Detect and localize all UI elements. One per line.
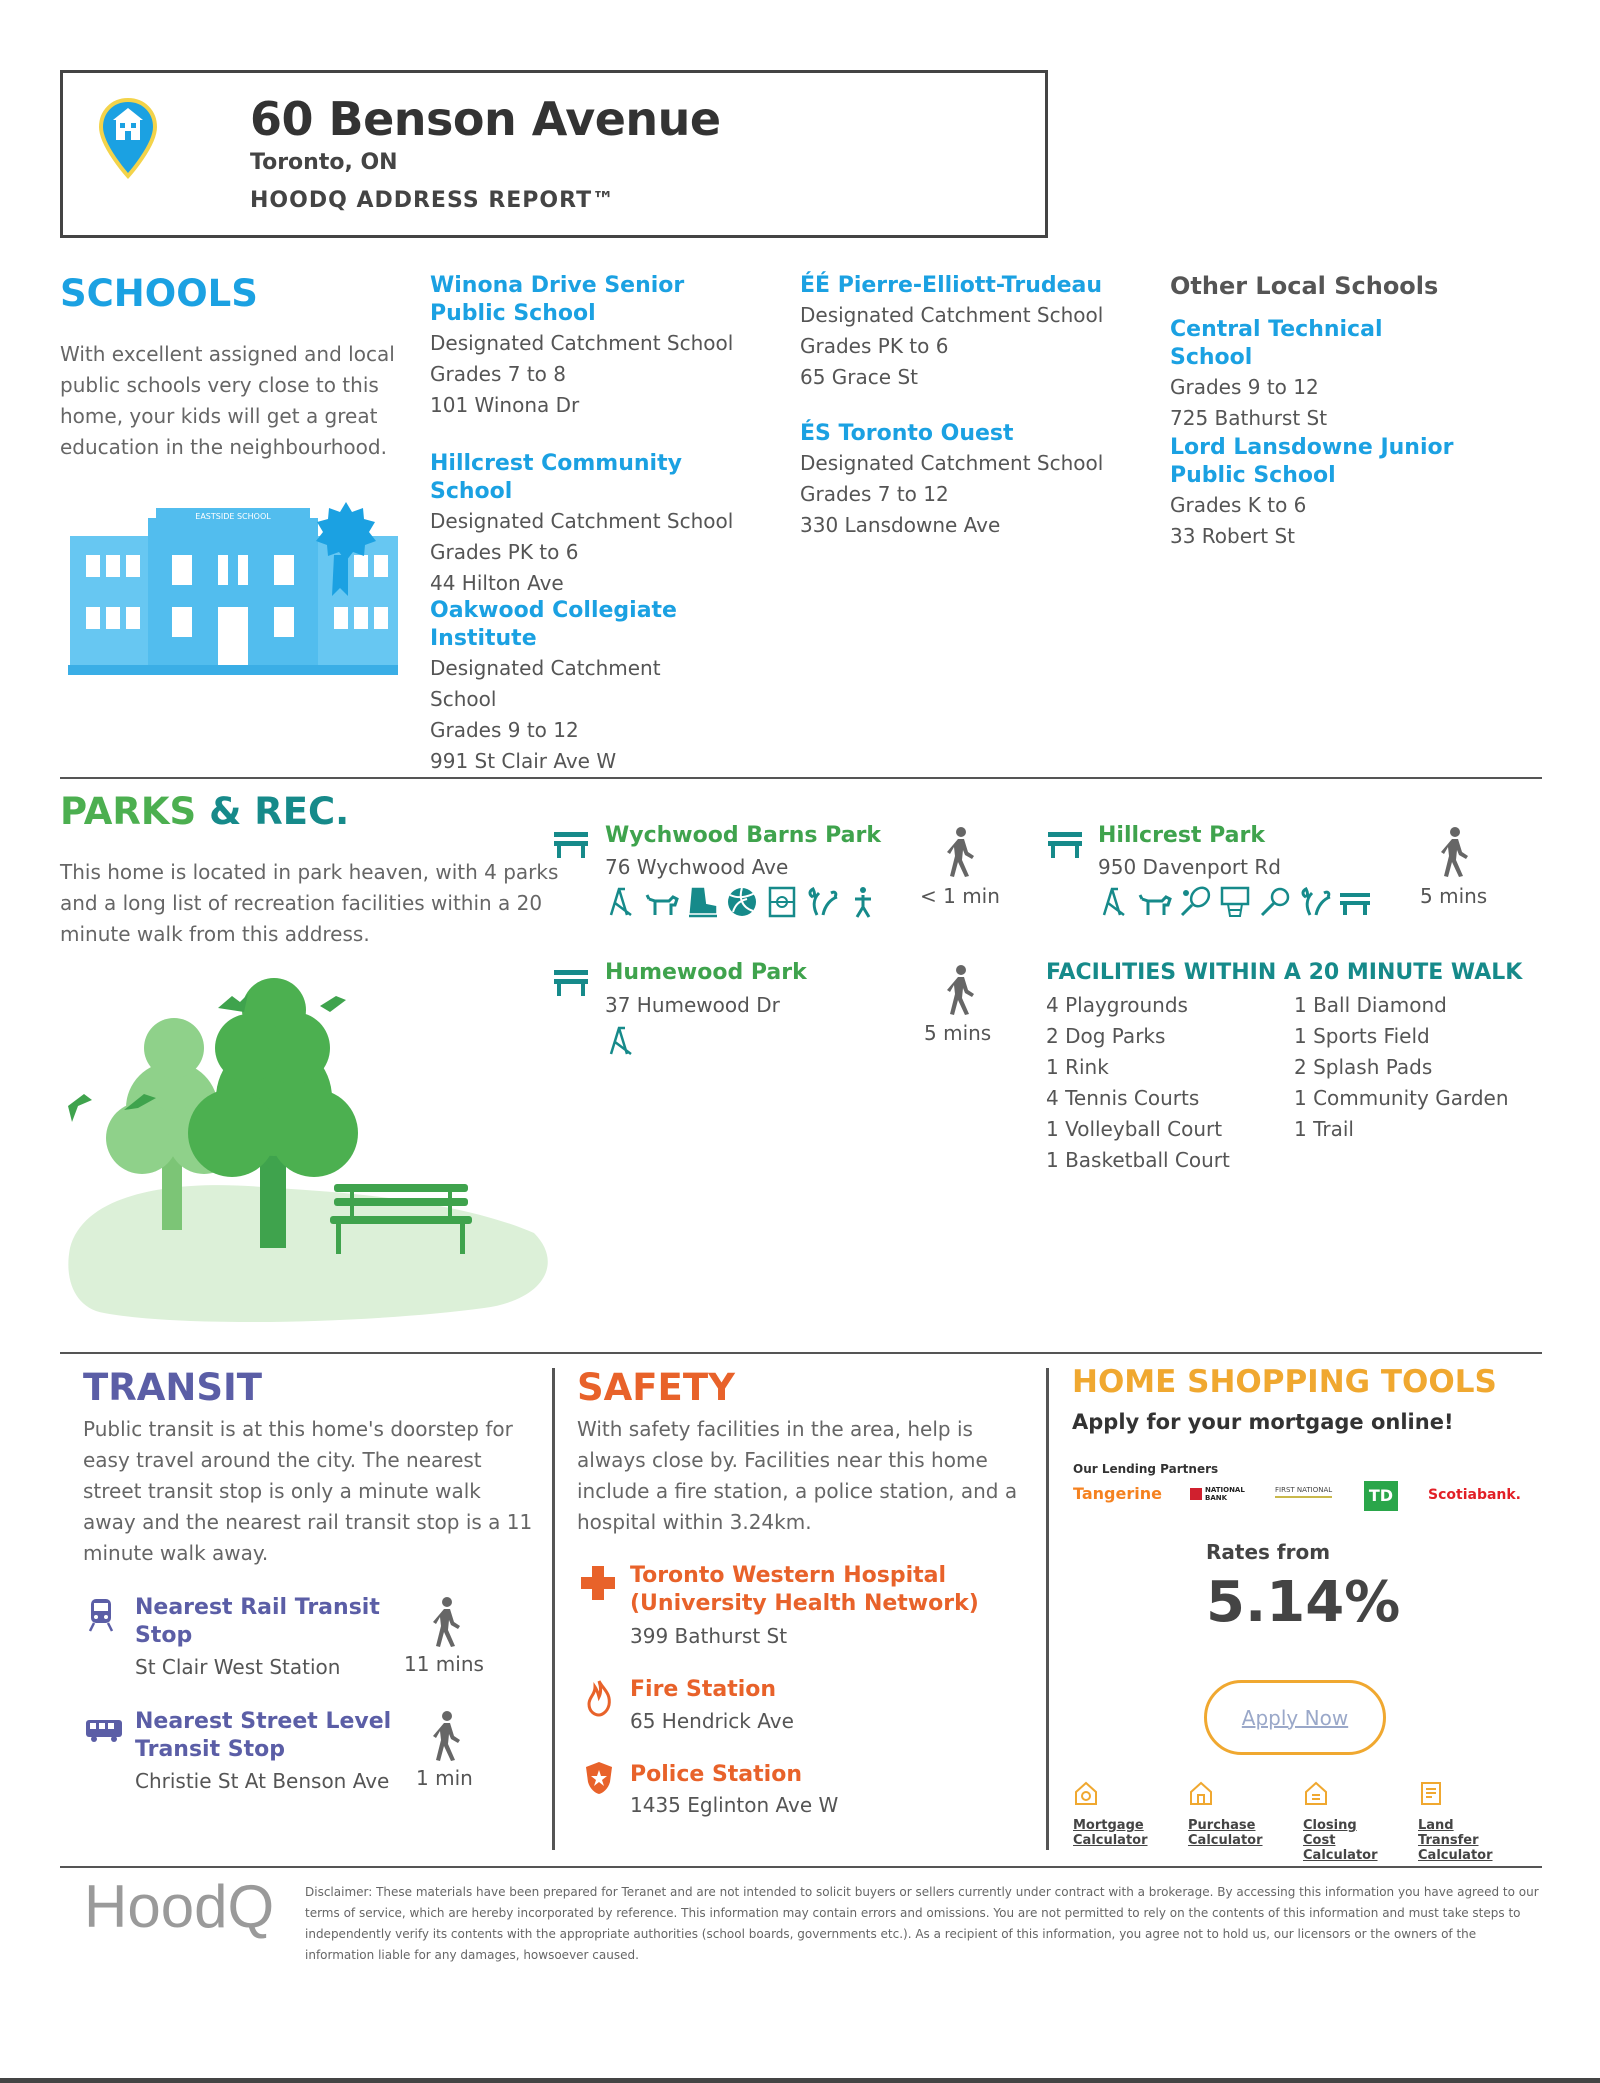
transit-description: Public transit is at this home's doorstep for easy travel around the city. The nearest street transit stop is only a minute walk away and the nearest rail transit stop is a 11 minute walk away. [83,1417,533,1565]
ball-diamond-icon [1258,885,1292,919]
park-walk-time: 5 mins [1420,884,1488,908]
partner-tangerine-logo[interactable]: Tangerine [1073,1484,1162,1503]
facility-item: 2 Dog Parks [1046,1024,1166,1048]
rate-value: 5.14% [1206,1570,1401,1635]
school-type: Designated Catchment School [430,331,734,355]
train-icon [86,1597,116,1633]
section-divider [60,1866,1542,1868]
park-bench-icon [1046,828,1084,860]
playground-icon [605,1024,639,1058]
dog-park-icon [1138,885,1172,919]
rates-label: Rates from [1206,1540,1331,1564]
transit-title: TRANSIT [83,1366,262,1409]
land-transfer-calculator-link[interactable] [1418,1780,1518,1863]
purchase-calculator-icon [1188,1780,1214,1806]
calculator-label: Purchase Calculator [1188,1818,1263,1848]
dog-park-icon [645,885,679,919]
fire-station-name[interactable]: Fire Station [630,1677,777,1702]
park-facility-icons [1098,885,1372,919]
schools-title: SCHOOLS [60,272,258,315]
bus-icon [84,1718,124,1744]
school-type: Designated Catchment School [800,303,1104,327]
address-title: 60 Benson Avenue [250,92,721,146]
section-divider [60,777,1542,779]
disclaimer-text: Disclaimer: These materials have been prepared for Teranet and are not intended to solicit buyers or sellers currently under contract with a brokerage. By accessing this information you have agreed to our terms of service, which are hereby incorporated by reference. This information may contain errors and omissions. You are not permitted to rely on the contents of this information and must take steps to independently verify its contents with the appropriate authorities (school boards, governments etc.). As a recipient of this information, you agree not to hold us, our licensors or the owners of the information liable for any damages, howsoever caused. [305,1885,1539,1962]
police-badge-icon [584,1760,614,1796]
street-transit-title: Nearest Street Level Transit Stop [135,1709,392,1762]
school-name[interactable]: Winona Drive Senior Public School [430,273,685,326]
police-station-address: 1435 Eglinton Ave W [630,1793,839,1817]
playground-icon [605,885,639,919]
closing-cost-calculator-link[interactable] [1303,1780,1393,1863]
park-bench-icon [552,828,590,860]
park-name[interactable]: Hillcrest Park [1098,823,1265,848]
school-address: 44 Hilton Ave [430,571,564,595]
school-grades: Grades PK to 6 [430,540,579,564]
safety-title: SAFETY [577,1366,735,1409]
park-facility-icons [605,885,879,919]
safety-description: With safety facilities in the area, help is always close by. Facilities near this home include a fire station, a police station, and a hospital within 3.24km. [577,1417,1018,1534]
school-name[interactable]: Central Technical School [1170,317,1383,370]
park-walk-time: 5 mins [924,1021,992,1045]
closing-cost-calculator-icon [1303,1780,1329,1806]
purchase-calculator-link[interactable] [1188,1780,1263,1848]
location-pin-icon [98,98,158,180]
school-name[interactable]: ÉÉ Pierre-Elliott-Trudeau [800,273,1103,298]
school-address: 330 Lansdowne Ave [800,513,1001,537]
mortgage-calculator-link[interactable] [1073,1780,1148,1848]
other-schools-title: Other Local Schools [1170,272,1439,300]
splash-pad-icon [1298,885,1332,919]
splash-pad-icon [805,885,839,919]
hospital-name[interactable]: Toronto Western Hospital (University Health Network) [630,1563,979,1616]
school-type: Designated Catchment School [800,451,1104,475]
tools-title: HOME SHOPPING TOOLS [1072,1364,1497,1400]
basketball-icon [1218,885,1252,919]
school-grades: Grades 9 to 12 [430,718,579,742]
national-bank-mark-icon [1190,1488,1202,1500]
report-label: HOODQ ADDRESS REPORT™ [250,188,616,213]
park-address: 76 Wychwood Ave [605,855,789,879]
school-grades: Grades K to 6 [1170,493,1307,517]
school-name[interactable]: Oakwood Collegiate Institute [430,598,677,651]
school-grades: Grades PK to 6 [800,334,949,358]
facility-item: 1 Volleyball Court [1046,1117,1223,1141]
walking-person-icon [428,1596,464,1648]
school-grades: Grades 7 to 12 [800,482,949,506]
parks-title [60,790,349,833]
community-garden-icon [845,885,879,919]
schools-description: With excellent assigned and local public schools very close to this home, your kids will get a great education in the neighbourhood. [60,342,395,459]
facility-item: 1 Community Garden [1294,1086,1509,1110]
rink-icon [685,885,719,919]
partner-scotiabank-logo[interactable]: Scotiabank. [1428,1487,1522,1503]
school-name[interactable]: Lord Lansdowne Junior Public School [1170,435,1454,488]
fire-station-address: 65 Hendrick Ave [630,1709,794,1733]
walking-person-icon [428,1710,464,1762]
park-address: 950 Davenport Rd [1098,855,1281,879]
tennis-icon [1178,885,1212,919]
school-name[interactable]: Hillcrest Community School [430,451,682,504]
walking-person-icon [942,826,978,878]
column-divider [552,1368,555,1850]
rail-transit-title: Nearest Rail Transit Stop [135,1595,380,1648]
facilities-title: FACILITIES WITHIN A 20 MINUTE WALK [1046,960,1523,985]
national-bank-label: NATIONAL BANK [1205,1486,1245,1502]
school-type: Designated Catchment School [430,509,734,533]
park-address: 37 Humewood Dr [605,993,780,1017]
park-name[interactable]: Wychwood Barns Park [605,823,882,848]
walking-person-icon [1436,826,1472,878]
address-city: Toronto, ON [250,150,398,175]
facility-item: 1 Sports Field [1294,1024,1430,1048]
park-facility-icons [605,1024,639,1058]
school-address: 33 Robert St [1170,524,1295,548]
section-divider [60,1352,1542,1354]
parks-description: This home is located in park heaven, with 4 parks and a long list of recreation facilities within a 20 minute walk from this address. [60,860,559,946]
park-name[interactable]: Humewood Park [605,960,807,985]
school-grades: Grades 7 to 8 [430,362,566,386]
street-walk-time: 1 min [416,1766,473,1790]
school-building-sign: EASTSIDE SCHOOL [195,512,271,521]
facility-item: 4 Playgrounds [1046,993,1188,1017]
facility-item: 1 Basketball Court [1046,1148,1230,1172]
school-address: 725 Bathurst St [1170,406,1328,430]
fire-icon [585,1679,613,1717]
volleyball-icon [725,885,759,919]
school-address: 991 St Clair Ave W [430,749,617,773]
park-bench-icon [552,966,590,998]
parks-title-b: & REC. [209,790,350,833]
partner-first-national-logo[interactable]: FIRST NATIONAL [1275,1486,1332,1498]
tools-subtitle: Apply for your mortgage online! [1072,1410,1454,1434]
bench-icon [1338,885,1372,919]
partner-td-logo[interactable]: TD [1364,1481,1398,1511]
school-address: 65 Grace St [800,365,918,389]
walking-person-icon [942,964,978,1016]
rail-station-name: St Clair West Station [135,1655,341,1679]
facility-item: 1 Ball Diamond [1294,993,1447,1017]
school-address: 101 Winona Dr [430,393,580,417]
park-illustration-icon [64,978,554,1338]
street-stop-name: Christie St At Benson Ave [135,1769,390,1793]
land-transfer-calculator-icon [1418,1780,1444,1806]
column-divider [1046,1368,1049,1850]
calculator-label: Closing Cost Calculator [1303,1818,1378,1863]
facility-item: 2 Splash Pads [1294,1055,1433,1079]
school-grades: Grades 9 to 12 [1170,375,1319,399]
hospital-cross-icon [579,1564,617,1602]
playground-icon [1098,885,1132,919]
rail-walk-time: 11 mins [404,1652,484,1676]
parks-title-a: PARKS [60,790,197,833]
hospital-address: 399 Bathurst St [630,1624,788,1648]
school-building-icon [68,500,408,680]
hoodq-logo: HoodQ [84,1873,275,1940]
park-walk-time: < 1 min [920,884,1000,908]
facility-item: 1 Trail [1294,1117,1354,1141]
apply-now-button[interactable]: Apply Now [1204,1680,1386,1755]
police-station-name[interactable]: Police Station [630,1762,802,1787]
page-bottom-border [0,2078,1600,2083]
sports-field-icon [765,885,799,919]
mortgage-calculator-icon [1073,1780,1099,1806]
calculator-label: Mortgage Calculator [1073,1818,1148,1848]
school-type: Designated Catchment School [430,656,661,711]
partner-national-bank-logo[interactable] [1190,1486,1245,1502]
school-name[interactable]: ÉS Toronto Ouest [800,421,1014,446]
calculator-label: Land Transfer Calculator [1418,1818,1493,1863]
facility-item: 4 Tennis Courts [1046,1086,1200,1110]
lending-partners-label: Our Lending Partners [1073,1462,1219,1476]
facility-item: 1 Rink [1046,1055,1109,1079]
